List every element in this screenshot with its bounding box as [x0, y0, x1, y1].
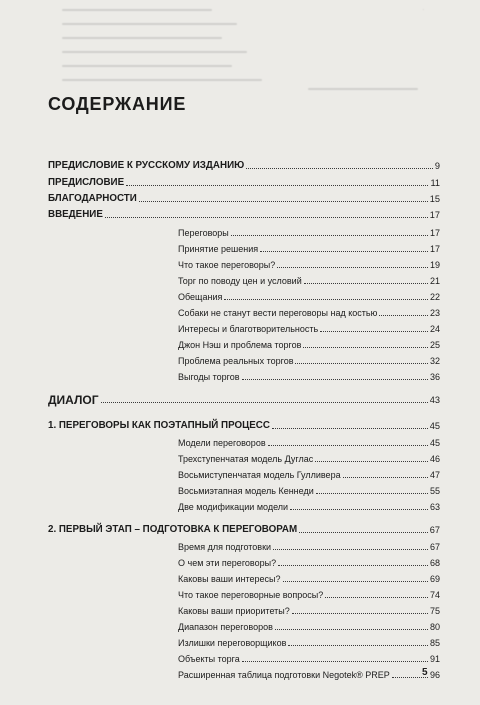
- toc-entry-title: ДИАЛОГ: [48, 393, 99, 407]
- toc-entry-title: Трехступенчатая модель Дуглас: [178, 454, 314, 464]
- dot-leader: [379, 315, 428, 316]
- toc-entry: [178, 241, 440, 255]
- dot-leader: [139, 201, 428, 202]
- toc-entry: [178, 467, 440, 481]
- toc-entry-page: 11: [430, 178, 440, 188]
- toc-entry-title: О чем эти переговоры?: [178, 558, 277, 568]
- dot-leader: [268, 445, 428, 446]
- toc-entry-title: ПРЕДИСЛОВИЕ: [48, 177, 125, 188]
- toc-entry-page: 17: [429, 228, 440, 238]
- toc-entry-page: 17: [429, 210, 440, 220]
- toc-entry-page: 68: [429, 558, 440, 568]
- toc-entry-title: Интересы и благотворительность: [178, 324, 319, 334]
- toc-entry-title: Выгоды торгов: [178, 372, 240, 382]
- toc-entry: [178, 603, 440, 617]
- toc-entry-page: 91: [429, 654, 440, 664]
- toc-entry-title: Джон Нэш и проблема торгов: [178, 340, 302, 350]
- dot-leader: [303, 347, 428, 348]
- show-through-text: ·: [40, 0, 440, 95]
- toc-entry: [178, 667, 440, 681]
- toc-entry: [48, 522, 440, 536]
- toc-entry-page: 17: [429, 244, 440, 254]
- toc-entry-page: 85: [429, 638, 440, 648]
- toc-entry: [48, 207, 440, 221]
- dot-leader: [320, 331, 428, 332]
- toc-entry-title: Излишки переговорщиков: [178, 638, 287, 648]
- toc-entry: [178, 257, 440, 271]
- toc-entry: [178, 273, 440, 287]
- dot-leader: [316, 493, 428, 494]
- dot-leader: [126, 185, 428, 186]
- toc-entry: [178, 353, 440, 367]
- dot-leader: [260, 251, 428, 252]
- toc-entry-title: Каковы ваши приоритеты?: [178, 606, 290, 616]
- toc-entry: [178, 619, 440, 633]
- toc-entry: [178, 451, 440, 465]
- toc-entry-page: 96: [429, 670, 440, 680]
- toc-entry-page: 75: [429, 606, 440, 616]
- toc-entry-title: Каковы ваши интересы?: [178, 574, 281, 584]
- dot-leader: [304, 283, 428, 284]
- toc-entry-title: Объекты торга: [178, 654, 240, 664]
- dot-leader: [295, 363, 428, 364]
- toc-entry-page: 55: [429, 486, 440, 496]
- toc-entry: [48, 158, 440, 172]
- dot-leader: [288, 645, 428, 646]
- toc-entry-title: 2. ПЕРВЫЙ ЭТАП – ПОДГОТОВКА К ПЕРЕГОВОРАМ: [48, 524, 298, 535]
- toc-entry: [178, 651, 440, 665]
- toc-entry-page: 45: [429, 421, 440, 431]
- toc-entry-title: Расширенная таблица подготовки Negotek® PREP: [178, 670, 390, 680]
- toc-entry-page: 43: [429, 395, 440, 405]
- toc-entry-page: 15: [429, 194, 440, 204]
- dot-leader: [272, 428, 428, 429]
- toc-entry-title: Переговоры: [178, 228, 229, 238]
- page-number: 5: [422, 667, 428, 678]
- toc-entry: [48, 175, 440, 189]
- dot-leader: [231, 235, 428, 236]
- toc-entry-title: 1. ПЕРЕГОВОРЫ КАК ПОЭТАПНЫЙ ПРОЦЕСС: [48, 420, 270, 431]
- toc-entry-page: 67: [429, 525, 440, 535]
- toc-entry-title: Восьмиэтапная модель Кеннеди: [178, 486, 314, 496]
- toc-entry-page: 36: [429, 372, 440, 382]
- toc-entry-title: Диапазон переговоров: [178, 622, 273, 632]
- dot-leader: [299, 532, 428, 533]
- toc-entry: [48, 418, 440, 432]
- toc-entry-page: 46: [429, 454, 440, 464]
- toc-entry-page: 24: [429, 324, 440, 334]
- toc-entry: [178, 555, 440, 569]
- dot-leader: [283, 581, 428, 582]
- toc-entry-page: 21: [429, 276, 440, 286]
- toc-entry-page: 9: [434, 161, 440, 171]
- toc-entry-page: 23: [429, 308, 440, 318]
- toc-entry-title: БЛАГОДАРНОСТИ: [48, 193, 137, 204]
- toc-entry-page: 45: [429, 438, 440, 448]
- toc-entry: [178, 483, 440, 497]
- toc-entry-title: Две модификации модели: [178, 502, 289, 512]
- toc-entry: [178, 305, 440, 319]
- toc-entry: [178, 369, 440, 383]
- toc-entry: [178, 571, 440, 585]
- toc-entry-title: Восьмиступенчатая модель Гулливера: [178, 470, 341, 480]
- toc-entry: [178, 321, 440, 335]
- dot-leader: [278, 565, 428, 566]
- page-title: СОДЕРЖАНИЕ: [48, 94, 187, 114]
- dot-leader: [246, 168, 433, 169]
- dot-leader: [273, 549, 428, 550]
- toc-entry: [178, 435, 440, 449]
- dot-leader: [242, 379, 428, 380]
- toc-entry-page: 25: [429, 340, 440, 350]
- toc-entry: [178, 337, 440, 351]
- toc-entry-page: 69: [429, 574, 440, 584]
- toc-entry-page: 47: [429, 470, 440, 480]
- toc-entry-title: Собаки не станут вести переговоры над костью: [178, 308, 378, 318]
- toc-entry-page: 19: [429, 260, 440, 270]
- toc-entry-page: 32: [429, 356, 440, 366]
- toc-entry-title: Проблема реальных торгов: [178, 356, 294, 366]
- dot-leader: [105, 217, 428, 218]
- toc-entry: [48, 392, 440, 406]
- toc-entry: [178, 499, 440, 513]
- dot-leader: [343, 477, 428, 478]
- toc-entry-title: Торг по поводу цен и условий: [178, 276, 302, 286]
- toc-entry-page: 80: [429, 622, 440, 632]
- toc-entry-title: Что такое переговорные вопросы?: [178, 590, 324, 600]
- dot-leader: [290, 509, 428, 510]
- dot-leader: [101, 402, 428, 403]
- dot-leader: [275, 629, 428, 630]
- dot-leader: [325, 597, 428, 598]
- toc-entry-page: 67: [429, 542, 440, 552]
- toc-entry-title: ВВЕДЕНИЕ: [48, 209, 103, 220]
- dot-leader: [224, 299, 428, 300]
- dot-leader: [277, 267, 428, 268]
- toc-entry-page: 22: [429, 292, 440, 302]
- toc-entry-title: ПРЕДИСЛОВИЕ К РУССКОМУ ИЗДАНИЮ: [48, 160, 245, 171]
- toc-entry: [48, 191, 440, 205]
- toc-entry: [178, 587, 440, 601]
- dot-leader: [242, 661, 428, 662]
- toc-entry-title: Модели переговоров: [178, 438, 266, 448]
- toc-entry-title: Время для подготовки: [178, 542, 272, 552]
- toc-entry: [178, 539, 440, 553]
- dot-leader: [292, 613, 428, 614]
- dot-leader: [315, 461, 428, 462]
- toc-entry: [178, 225, 440, 239]
- toc-entry-page: 74: [429, 590, 440, 600]
- toc-entry-page: 63: [429, 502, 440, 512]
- toc-entry-title: Что такое переговоры?: [178, 260, 276, 270]
- toc-entry-title: Обещания: [178, 292, 223, 302]
- toc-entry-title: Принятие решения: [178, 244, 259, 254]
- toc-entry: [178, 635, 440, 649]
- toc-entry: [178, 289, 440, 303]
